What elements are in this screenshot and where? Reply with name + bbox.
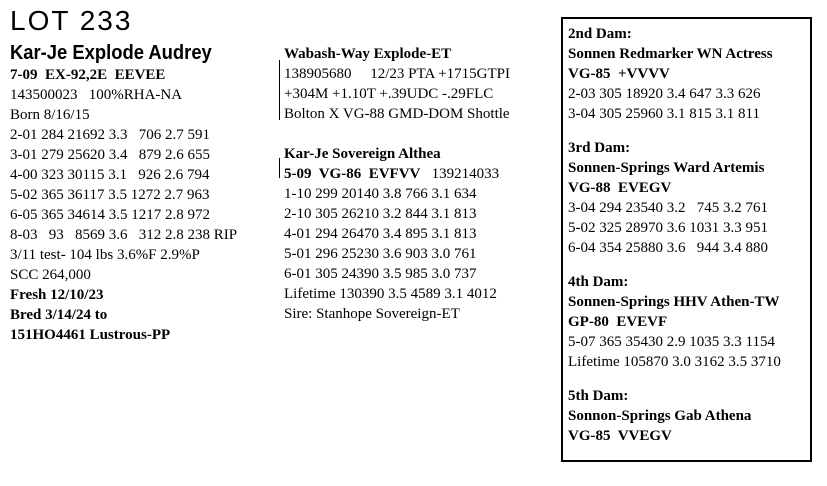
record-line-text: VG-85 +VVVV xyxy=(568,66,670,82)
cow-record xyxy=(10,65,237,345)
record-line-text: Sonnen Redmarker WN Actress xyxy=(568,46,773,62)
record-line xyxy=(10,285,237,305)
record-line xyxy=(568,138,810,158)
record-line-text: 4-01 294 26470 3.4 895 3.1 813 xyxy=(284,226,477,242)
record-line xyxy=(568,292,810,312)
dam-section xyxy=(568,386,810,446)
record-line xyxy=(10,305,237,325)
record-line xyxy=(284,304,499,324)
record-line xyxy=(568,178,810,198)
record-line xyxy=(10,205,237,225)
record-line xyxy=(284,164,499,184)
record-line xyxy=(10,245,237,265)
record-line-text: 6-04 354 25880 3.6 944 3.4 880 xyxy=(568,240,768,256)
record-line-text: Sonnen-Springs Ward Artemis xyxy=(568,160,765,176)
record-line xyxy=(284,64,510,84)
lot-number: LOT 233 xyxy=(10,5,133,36)
record-line xyxy=(568,44,810,64)
record-line xyxy=(10,225,237,245)
record-line xyxy=(10,325,237,345)
record-line-text: Lifetime 105870 3.0 3162 3.5 3710 xyxy=(568,354,781,370)
record-line xyxy=(568,218,810,238)
record-line-text: 3-04 305 25960 3.1 815 3.1 811 xyxy=(568,106,760,122)
record-line-text: Bred 3/14/24 to xyxy=(10,307,108,323)
record-line xyxy=(10,185,237,205)
record-line xyxy=(568,386,810,406)
record-line xyxy=(10,105,237,125)
record-line xyxy=(10,65,237,85)
record-line xyxy=(284,44,510,64)
record-line-text: Sonnon-Springs Gab Athena xyxy=(568,408,752,424)
sire-info xyxy=(284,44,510,124)
record-line xyxy=(568,104,810,124)
record-line xyxy=(568,272,810,292)
record-line-text: VG-88 EVEGV xyxy=(568,180,672,196)
record-line xyxy=(568,84,810,104)
record-line-text: GP-80 EVEVF xyxy=(568,314,668,330)
record-line xyxy=(568,332,810,352)
record-line-text: 5-02 365 36117 3.5 1272 2.7 963 xyxy=(10,187,210,203)
record-line xyxy=(284,284,499,304)
record-line xyxy=(10,265,237,285)
record-line-text: 3rd Dam: xyxy=(568,140,631,156)
record-line-text: 6-01 305 24390 3.5 985 3.0 737 xyxy=(284,266,477,282)
record-line xyxy=(284,264,499,284)
record-line-text: 5-02 325 28970 3.6 1031 3.3 951 xyxy=(568,220,768,236)
record-line-text: 5th Dam: xyxy=(568,388,629,404)
record-line-text: 3-04 294 23540 3.2 745 3.2 761 xyxy=(568,200,768,216)
record-line-text: 3-01 279 25620 3.4 879 2.6 655 xyxy=(10,147,210,163)
dam-divider xyxy=(279,158,280,178)
record-line-text: 3/11 test- 104 lbs 3.6%F 2.9%P xyxy=(10,247,200,263)
record-line xyxy=(284,104,510,124)
record-line xyxy=(284,184,499,204)
record-line xyxy=(568,352,810,372)
record-line xyxy=(284,224,499,244)
cow-name: Kar-Je Explode Audrey xyxy=(10,42,212,64)
record-line-text: 7-09 EX-92,2E EEVEE xyxy=(10,67,166,83)
dam-section xyxy=(568,138,810,258)
record-line xyxy=(284,244,499,264)
record-line-text: Bolton X VG-88 GMD-DOM Shottle xyxy=(284,106,510,122)
record-line xyxy=(10,85,237,105)
record-line-text: Kar-Je Sovereign Althea xyxy=(284,146,441,162)
record-line xyxy=(568,312,810,332)
record-line-text: 4-00 323 30115 3.1 926 2.6 794 xyxy=(10,167,210,183)
record-line xyxy=(568,198,810,218)
record-line-text: Born 8/16/15 xyxy=(10,107,90,123)
record-line xyxy=(568,64,810,84)
dam-section xyxy=(568,272,810,372)
dam-section xyxy=(568,24,810,124)
record-line-text: 2-03 305 18920 3.4 647 3.3 626 xyxy=(568,86,761,102)
record-line-text: 2-01 284 21692 3.3 706 2.7 591 xyxy=(10,127,210,143)
record-line-text: Wabash-Way Explode-ET xyxy=(284,46,452,62)
record-line-text: Sire: Stanhope Sovereign-ET xyxy=(284,306,460,322)
record-line-text: 5-09 VG-86 EVFVV xyxy=(284,166,421,182)
record-line-text: 5-01 296 25230 3.6 903 3.0 761 xyxy=(284,246,477,262)
record-line-text: Sonnen-Springs HHV Athen-TW xyxy=(568,294,780,310)
record-line-text: 2-10 305 26210 3.2 844 3.1 813 xyxy=(284,206,477,222)
record-line-text: 143500023 100%RHA-NA xyxy=(10,87,183,103)
record-line-text: Fresh 12/10/23 xyxy=(10,287,104,303)
record-line xyxy=(284,144,499,164)
record-line xyxy=(568,426,810,446)
record-line-text: Lifetime 130390 3.5 4589 3.1 4012 xyxy=(284,286,497,302)
registration-number: 139214033 xyxy=(420,166,500,182)
record-line xyxy=(568,406,810,426)
record-line-text: VG-85 VVEGV xyxy=(568,428,672,444)
record-line-text: 8-03 93 8569 3.6 312 2.8 238 RIP xyxy=(10,227,238,243)
record-line xyxy=(284,204,499,224)
record-line xyxy=(10,165,237,185)
record-line xyxy=(568,238,810,258)
record-line-text: 4th Dam: xyxy=(568,274,629,290)
dam-info xyxy=(284,144,499,324)
record-line xyxy=(568,158,810,178)
record-line-text: 2nd Dam: xyxy=(568,26,632,42)
record-line-text: +304M +1.10T +.39UDC -.29FLC xyxy=(284,86,494,102)
record-line-text: 6-05 365 34614 3.5 1217 2.8 972 xyxy=(10,207,210,223)
ancestor-dams-box xyxy=(561,17,812,462)
record-line-text: 151HO4461 Lustrous-PP xyxy=(10,327,171,343)
record-line xyxy=(10,125,237,145)
record-line xyxy=(10,145,237,165)
record-line xyxy=(284,84,510,104)
sire-divider xyxy=(279,60,280,120)
record-line xyxy=(568,24,810,44)
record-line-text: 5-07 365 35430 2.9 1035 3.3 1154 xyxy=(568,334,775,350)
record-line-text: 138905680 12/23 PTA +1715GTPI xyxy=(284,66,511,82)
record-line-text: SCC 264,000 xyxy=(10,267,91,283)
record-line-text: 1-10 299 20140 3.8 766 3.1 634 xyxy=(284,186,477,202)
